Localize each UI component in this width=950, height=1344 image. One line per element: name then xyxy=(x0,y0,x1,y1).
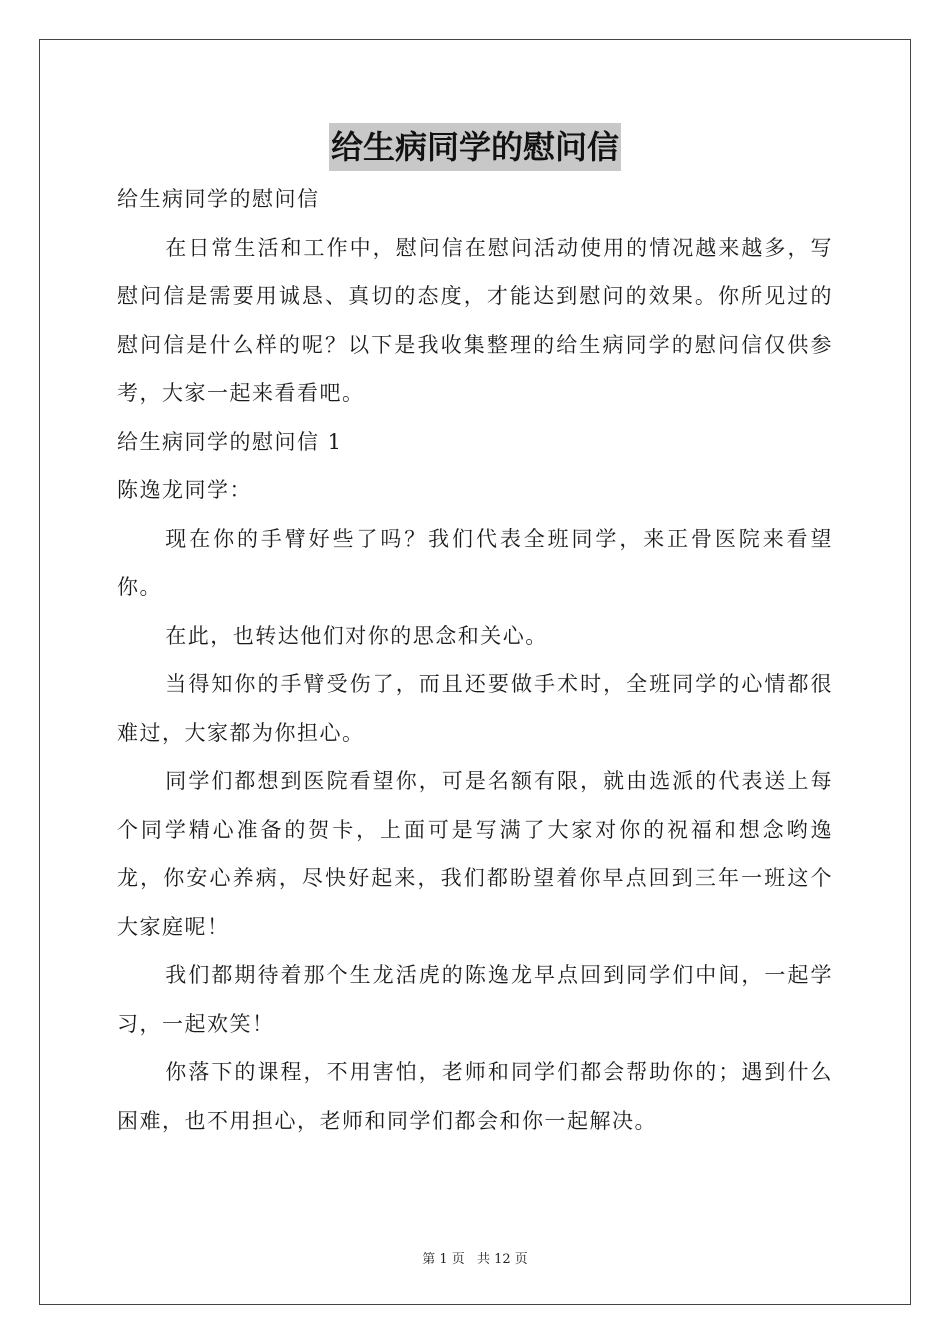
intro-paragraph: 在日常生活和工作中，慰问信在慰问活动使用的情况越来越多，写慰问信是需要用诚恳、真切的态度，才能达到慰问的效果。你所见过的慰问信是什么样的呢？以下是我收集整理的给生病同学的慰问信仅供参考，大家一起来看看吧。 xyxy=(117,235,833,405)
body-paragraph: 当得知你的手臂受伤了，而且还要做手术时，全班同学的心情都很难过，大家都为你担心。 xyxy=(117,672,833,745)
body-paragraph: 同学们都想到医院看望你，可是名额有限，就由选派的代表送上每个同学精心准备的贺卡，上面可是写满了大家对你的祝福和想念哟逸龙，你安心养病，尽快好起来，我们都盼望着你早点回到三年一班这个大家庭呢！ xyxy=(117,769,833,939)
salutation: 陈逸龙同学： xyxy=(117,478,252,502)
page-total: 共 12 页 xyxy=(476,1252,528,1267)
body-paragraph: 你落下的课程，不用害怕，老师和同学们都会帮助你的；遇到什么困难，也不用担心，老师和同学们都会和你一起解决。 xyxy=(117,1060,833,1133)
body-paragraph: 我们都期待着那个生龙活虎的陈逸龙早点回到同学们中间，一起学习，一起欢笑！ xyxy=(117,963,833,1036)
document-body xyxy=(117,175,833,1145)
document-subtitle: 给生病同学的慰问信 xyxy=(117,187,320,211)
page-footer xyxy=(0,1248,950,1267)
section-heading: 给生病同学的慰问信 1 xyxy=(117,429,343,454)
page-number: 第 1 页 xyxy=(422,1252,465,1267)
body-paragraph: 在此，也转达他们对你的思念和关心。 xyxy=(165,623,548,648)
body-paragraph: 现在你的手臂好些了吗？我们代表全班同学，来正骨医院来看望你。 xyxy=(117,526,833,599)
document-title: 给生病同学的慰问信 xyxy=(329,123,621,171)
title-container xyxy=(0,123,950,171)
